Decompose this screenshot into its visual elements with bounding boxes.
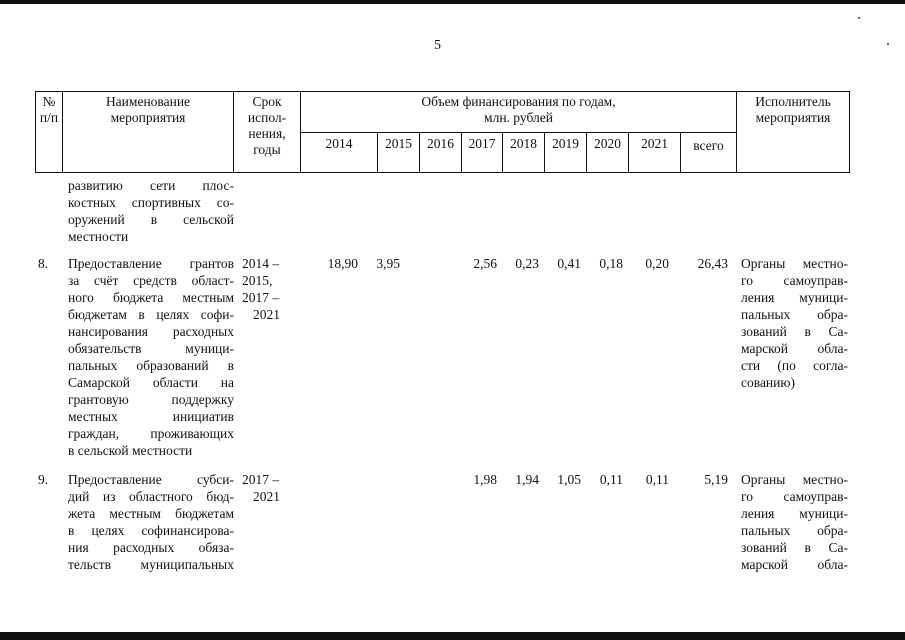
header-year: 2021 — [641, 136, 668, 151]
scan-speck — [858, 17, 860, 19]
value-2018: 1,94 — [515, 472, 539, 487]
row-term: 2014 – 2015, 2017 – 2021 — [242, 256, 280, 322]
value-2021: 0,11 — [645, 472, 669, 487]
value-total: 5,19 — [704, 472, 728, 487]
row-number: 8. — [38, 256, 49, 271]
header-year: 2016 — [427, 136, 454, 151]
header-year: 2017 — [468, 136, 496, 151]
row-executor: Органы местно- го самоуправ- ления муници- пальных обра- зований в Са- марской обла- сти (по согла- сованию) — [741, 256, 848, 390]
value-2014: 18,90 — [327, 256, 358, 271]
scan-speck — [887, 43, 889, 45]
row-name: Предоставление грантов за счёт средств област- ного бюджета местным бюджетам в целях софи- нансирования расходных обязательств муници- пальных образований в Самарской области на грантовую поддержку местных инициатив граждан, проживающих в сельской местности — [68, 256, 234, 458]
value-2019: 0,41 — [557, 256, 581, 271]
header-year: 2020 — [594, 136, 621, 151]
header-funding: Объем финансирования по годам, млн. рублей — [421, 94, 616, 125]
row-number: 9. — [38, 472, 49, 487]
header-name: Наименование мероприятия — [105, 94, 191, 125]
header-term: Срок испол- нения, годы — [247, 94, 287, 157]
value-2018: 0,23 — [515, 256, 539, 271]
scan-edge-bottom — [0, 632, 905, 640]
header-year: 2014 — [325, 136, 353, 151]
header-year: 2018 — [510, 136, 537, 151]
header-num: № п/п — [39, 94, 59, 125]
value-2017: 2,56 — [473, 256, 497, 271]
page-number: 5 — [434, 38, 441, 53]
header-total: всего — [693, 138, 724, 153]
value-2021: 0,20 — [645, 256, 669, 271]
header-year: 2015 — [385, 136, 412, 151]
row-name: Предоставление субси- дий из областного бюд- жета местным бюджетам в целях софинансирова- ния расходных обяза- тельств муниципальных — [68, 472, 234, 572]
row-executor: Органы местно- го самоуправ- ления муници- пальных обра- зований в Са- марской обла- — [741, 472, 848, 572]
value-2020: 0,11 — [599, 472, 623, 487]
value-2020: 0,18 — [599, 256, 623, 271]
value-2019: 1,05 — [557, 472, 581, 487]
row-term: 2017 – 2021 — [242, 472, 280, 504]
value-2015: 3,95 — [376, 256, 400, 271]
scan-edge-top — [0, 0, 905, 4]
value-total: 26,43 — [697, 256, 728, 271]
continuation-name: развитию сети плос- костных спортивных со- оружений в сельской местности — [68, 178, 234, 244]
value-2017: 1,98 — [473, 472, 497, 487]
header-executor: Исполнитель мероприятия — [755, 94, 831, 125]
header-year: 2019 — [552, 136, 579, 151]
